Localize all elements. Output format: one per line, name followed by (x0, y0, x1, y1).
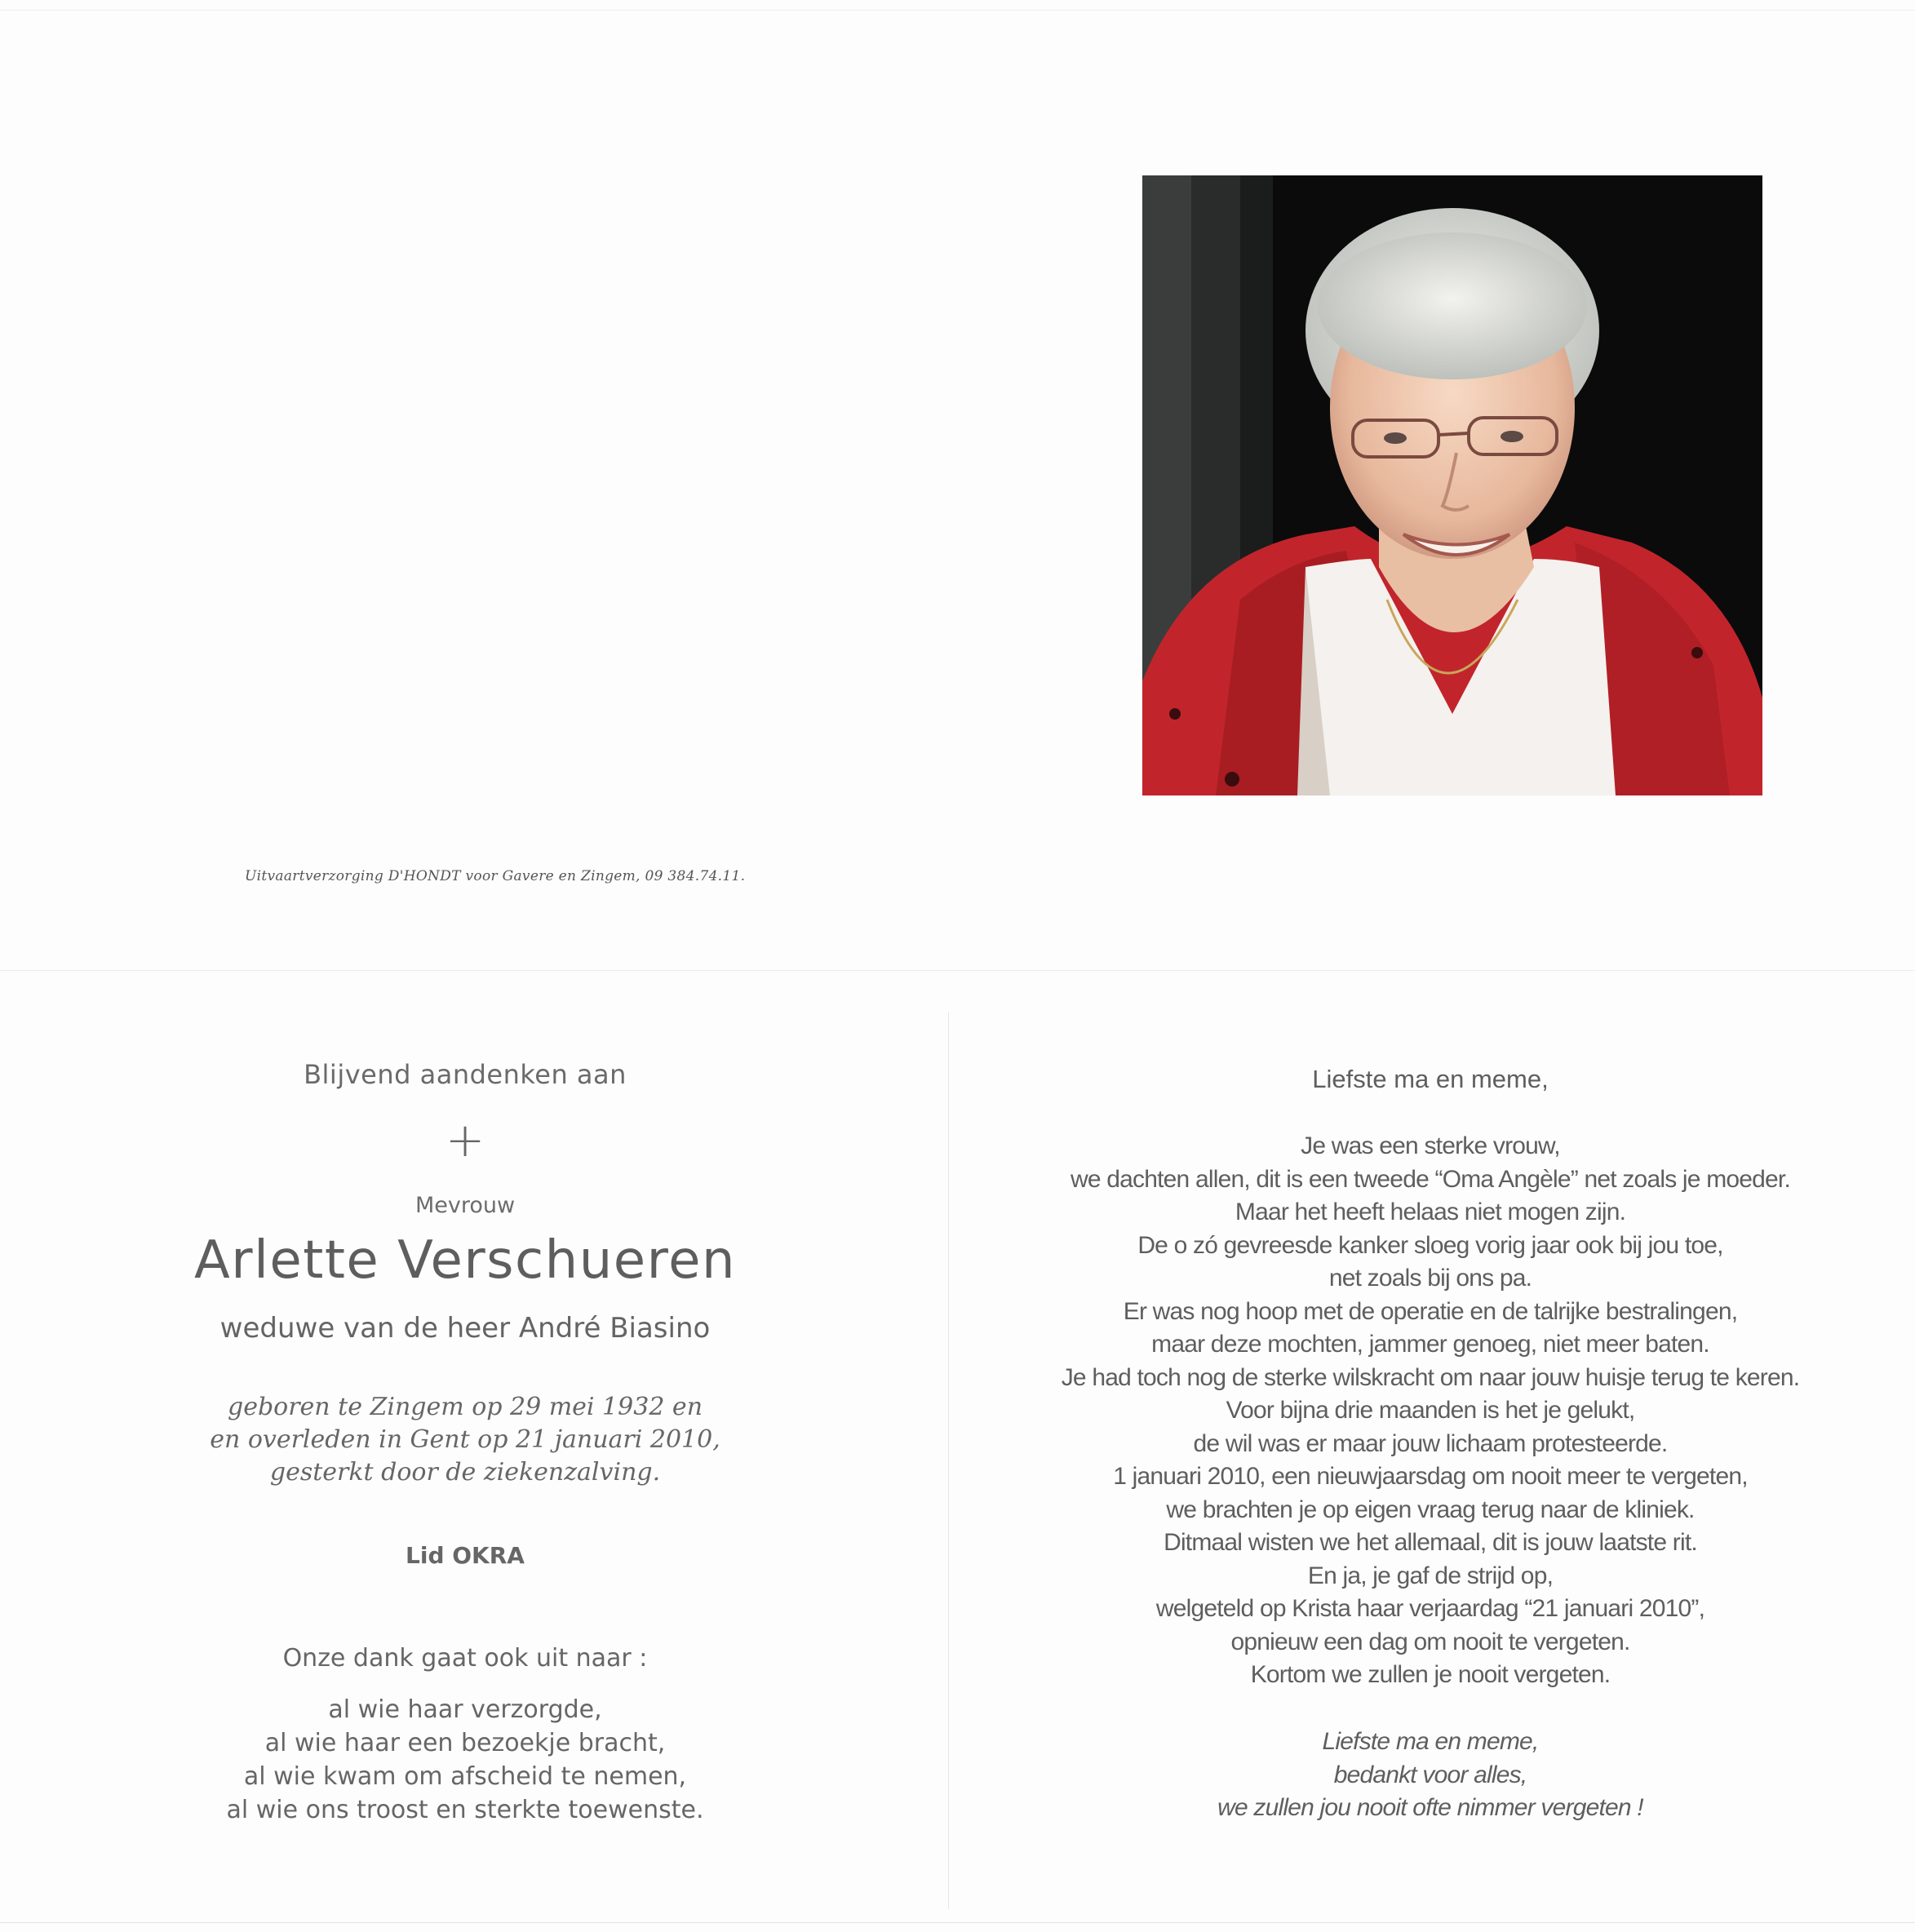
cross-icon: + (445, 1112, 485, 1168)
thanks-line: al wie ons troost en sterkte toewenste. (226, 1796, 704, 1824)
membership: Lid OKRA (406, 1542, 525, 1569)
poem-line: Kortom we zullen je nooit vergeten. (1250, 1661, 1611, 1688)
thanks-line: al wie haar een bezoekje bracht, (264, 1729, 666, 1757)
funeral-home-credit: Uitvaartverzorging D'HONDT voor Gavere en Zingem, 09 384.74.11. (245, 868, 746, 884)
poem-greeting: Liefste ma en meme, (1312, 1065, 1549, 1093)
poem-line: welgeteld op Krista haar verjaardag “21 januari 2010”, (1155, 1595, 1705, 1622)
back-cover-panel (0, 0, 946, 971)
poem-line: net zoals bij ons pa. (1328, 1265, 1532, 1292)
thanks-line: al wie haar verzorgde, (328, 1695, 602, 1724)
closing-line: Liefste ma en meme, (1322, 1728, 1539, 1755)
life-dates (0, 1391, 930, 1489)
poem-body (949, 1130, 1912, 1692)
poem-line: we dachten allen, dit is een tweede “Oma Angèle” net zoals je moeder. (1070, 1165, 1791, 1193)
memorial-text-panel (0, 971, 949, 1932)
closing-line: bedankt voor alles, (1333, 1761, 1527, 1788)
front-cover-panel (946, 0, 1915, 971)
poem-line: De o zó gevreesde kanker sloeg vorig jaar ook bij jou toe, (1137, 1231, 1723, 1259)
poem-line: de wil was er maar jouw lichaam protesteerde. (1193, 1429, 1668, 1457)
widow-line: weduwe van de heer André Biasino (219, 1312, 711, 1345)
deceased-name: Arlette Verschueren (193, 1230, 737, 1291)
portrait-illustration (1142, 175, 1762, 795)
thanks-list (0, 1693, 930, 1827)
poem-closing (949, 1726, 1912, 1825)
poem-line: Maar het heeft helaas niet mogen zijn. (1235, 1199, 1626, 1225)
poem-line: Er was nog hoop met de operatie en de talrijke bestralingen, (1123, 1297, 1738, 1325)
poem-line: 1 januari 2010, een nieuwjaarsdag om nooit meer te vergeten, (1113, 1463, 1748, 1490)
portrait-photo (1142, 175, 1762, 795)
poem-line: En ja, je gaf de strijd op, (1307, 1562, 1554, 1589)
thanks-line: al wie kwam om afscheid te nemen, (243, 1762, 687, 1791)
date-line: gesterkt door de ziekenzalving. (269, 1458, 661, 1487)
poem-line: maar deze mochten, jammer genoeg, niet meer baten. (1151, 1331, 1709, 1358)
date-line: geboren te Zingem op 29 mei 1932 en (227, 1393, 703, 1421)
honorific: Mevrouw (414, 1193, 516, 1218)
closing-line: we zullen jou nooit ofte nimmer vergeten ! (1217, 1794, 1643, 1821)
thanks-heading: Onze dank gaat ook uit naar : (282, 1644, 648, 1673)
intro-text: Blijvend aandenken aan (304, 1059, 627, 1090)
poem-line: Voor bijna drie maanden is het je gelukt, (1226, 1397, 1635, 1424)
poem-line: opnieuw een dag om nooit te vergeten. (1230, 1628, 1630, 1655)
poem-line: we brachten je op eigen vraag terug naar de kliniek. (1166, 1496, 1695, 1523)
poem-line: Je was een sterke vrouw, (1301, 1132, 1560, 1159)
poem-panel (949, 971, 1915, 1932)
date-line: en overleden in Gent op 21 januari 2010, (210, 1425, 720, 1454)
poem-line: Je had toch nog de sterke wilskracht om naar jouw huisje terug te keren. (1061, 1363, 1800, 1391)
poem-line: Ditmaal wisten we het allemaal, dit is jouw laatste rit. (1164, 1529, 1697, 1556)
